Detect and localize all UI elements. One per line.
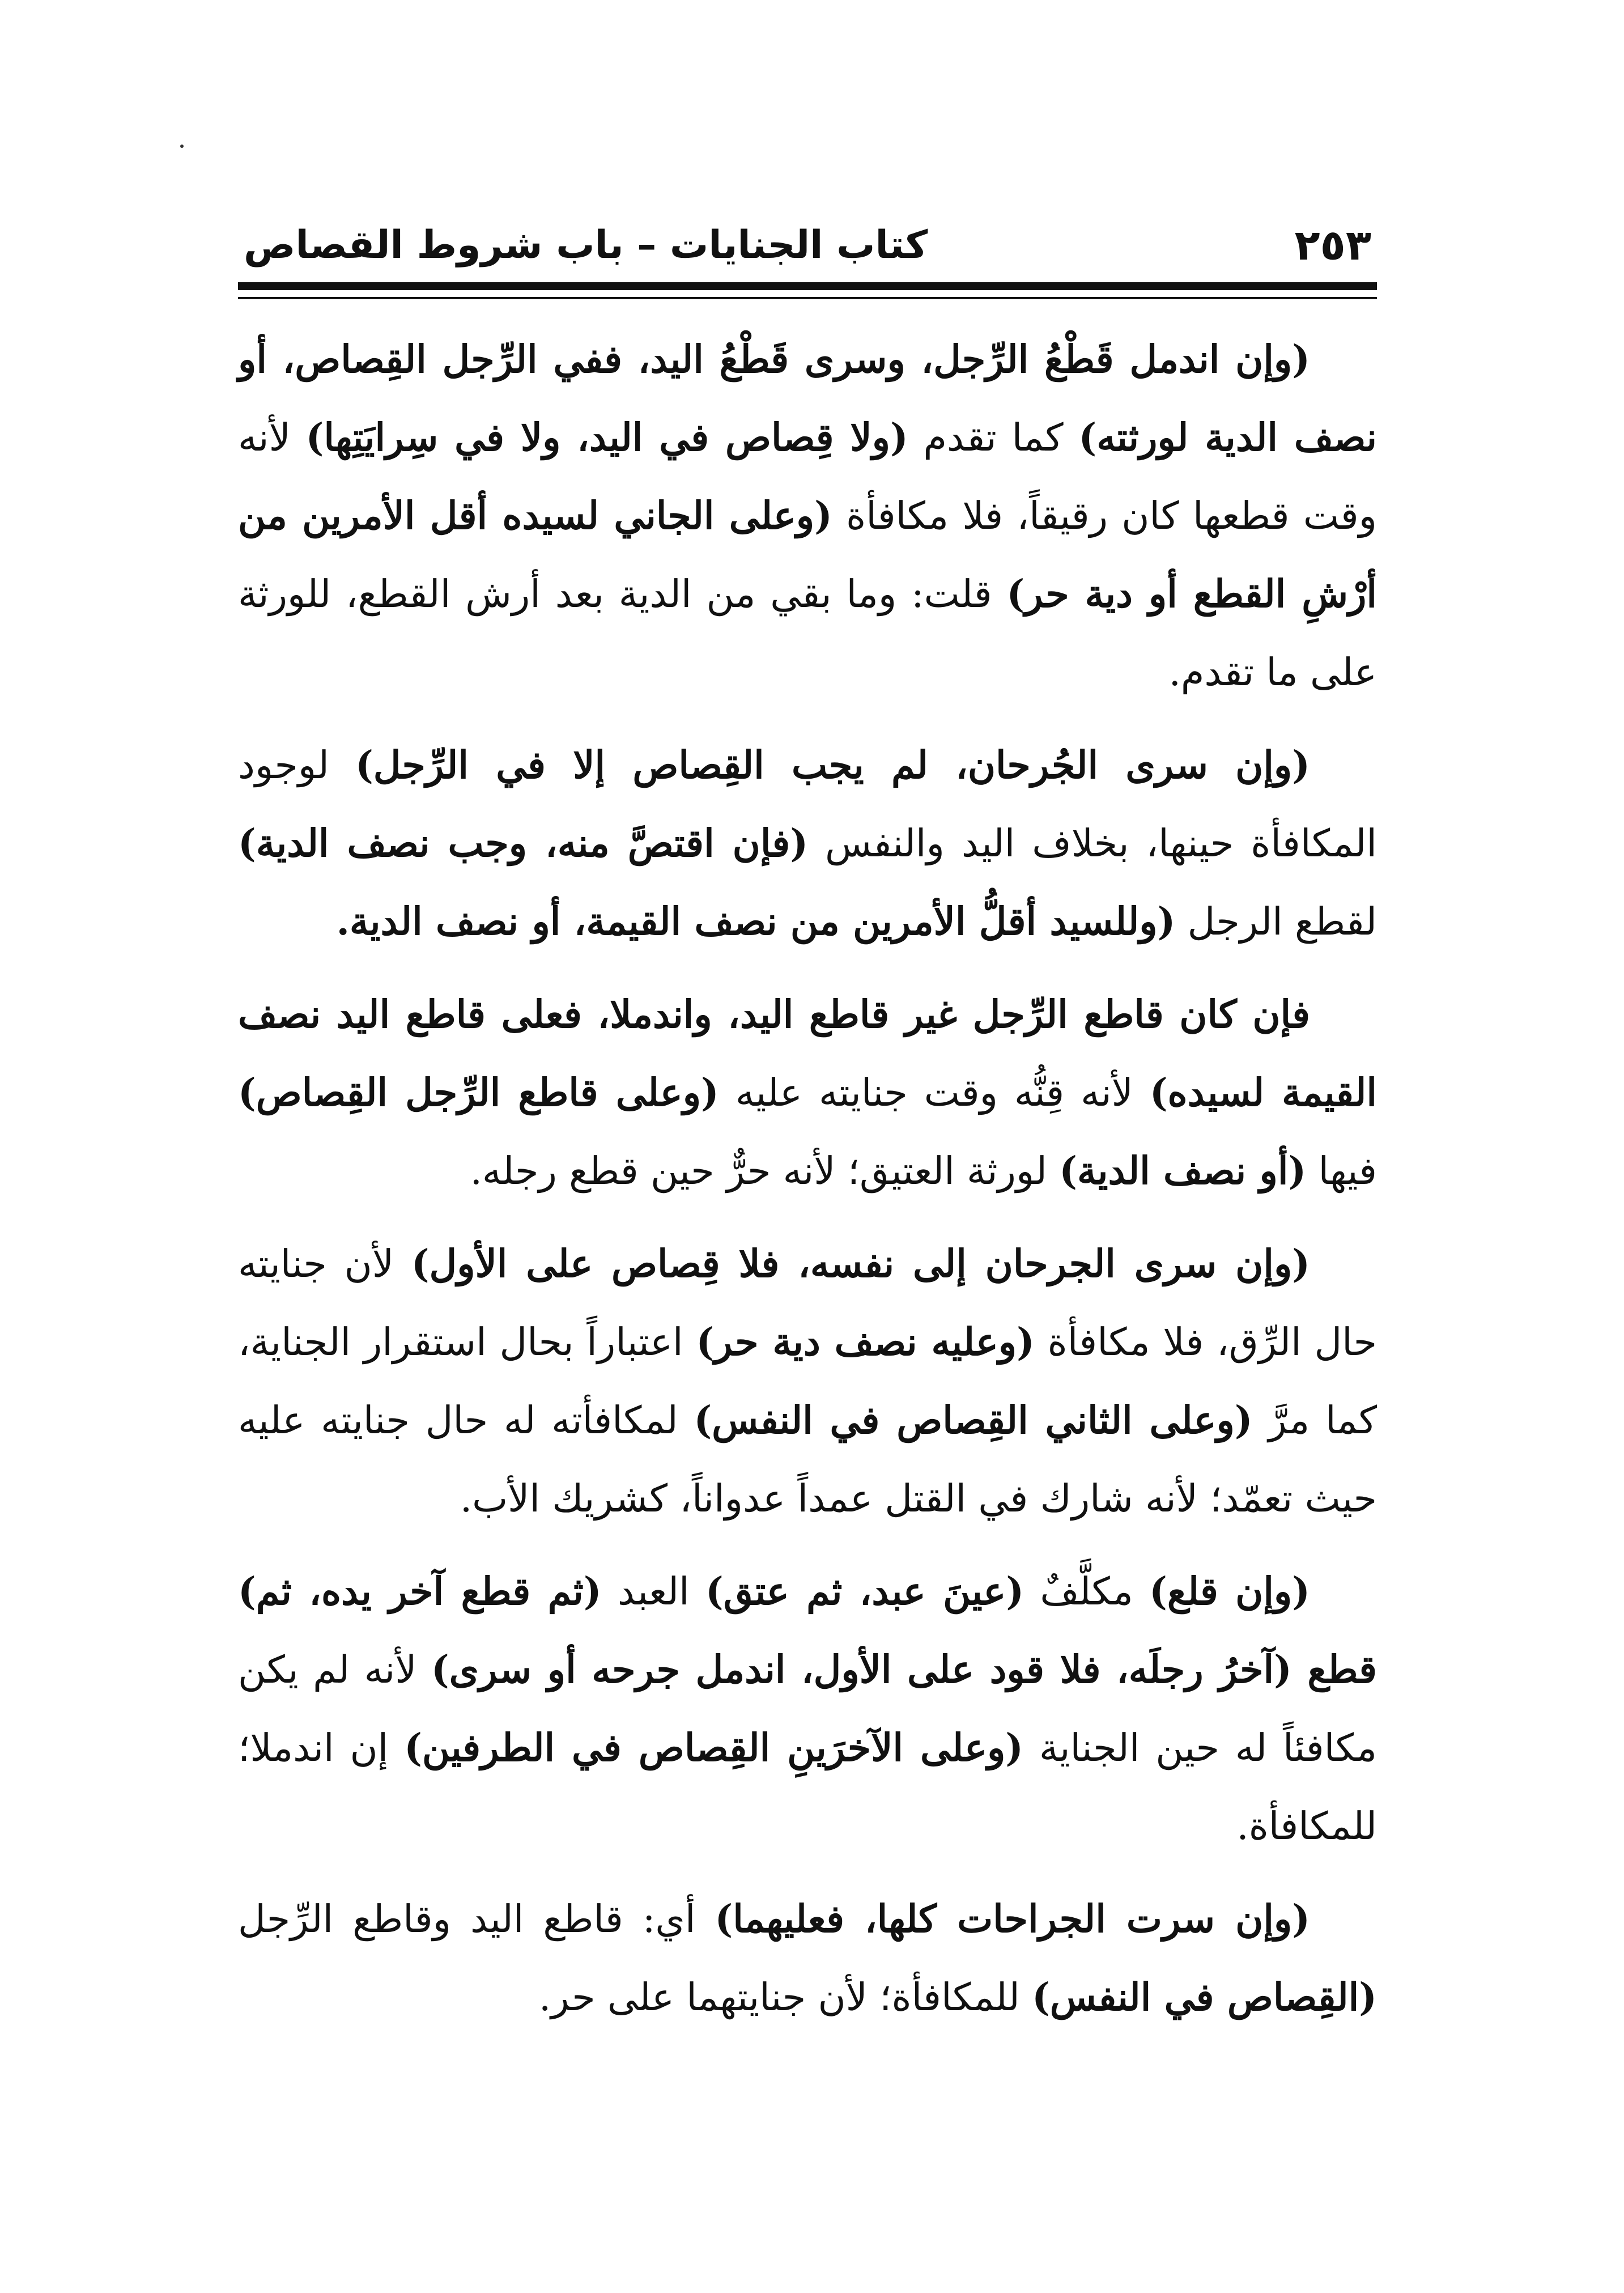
commentary-text: لورثة العتيق؛ لأنه حرٌّ حين قطع رجله.: [470, 1149, 1060, 1193]
matn-text: (فإن اقتصَّ منه، وجب نصف الدية): [238, 821, 809, 865]
commentary-text: إن اندملا؛ للمكافأة.: [238, 1726, 1377, 1848]
matn-text: (وإن سرى الجُرحان، لم يجب القِصاص إلا في الرِّجل): [355, 742, 1310, 787]
header-rule-thick: [238, 282, 1377, 290]
paragraph: [238, 726, 1377, 961]
commentary-text: فيها: [1306, 1149, 1377, 1193]
commentary-text: لمكافأته له حال جنايته عليه حيث تعمّد؛ لأنه شارك في القتل عمداً عدواناً، كشريك الأب.: [238, 1398, 1377, 1521]
running-title: كتاب الجنايات – باب شروط القصاص: [244, 223, 928, 267]
commentary-text: مكلَّفٌ: [1024, 1569, 1150, 1613]
paragraph: [238, 1225, 1377, 1538]
paragraph: [238, 1880, 1377, 2036]
commentary-text: لأنه قِنُّه وقت جنايته عليه: [719, 1071, 1150, 1115]
paragraph: [238, 320, 1377, 711]
commentary-text: كما تقدم: [908, 415, 1079, 460]
commentary-text: لأن جنايته حال الرِّق، فلا مكافأة: [238, 1242, 1377, 1364]
matn-text: (وإن سرت الجراحات كلها، فعليهما): [715, 1896, 1310, 1941]
paragraph: [238, 975, 1377, 1210]
matn-text: (وعلى الجاني لسيده أقل الأمرين من أرْشِ القطع أو دية حر): [238, 493, 1378, 616]
body-text: [238, 320, 1377, 2051]
matn-text: (ثم قطع آخر يده، ثم) قطع (آخرُ رجلَه، فلا قود على الأول، اندمل جرحه أو سرى): [238, 1569, 1378, 1692]
page-header: [238, 210, 1377, 272]
matn-text: (وللسيد أقلُّ الأمرين من نصف القيمة، أو نصف الدية.: [336, 899, 1176, 944]
commentary-text: لقطع الرجل: [1175, 899, 1377, 944]
commentary-text: اعتباراً بحال استقرار الجناية، كما مرَّ: [238, 1320, 1378, 1442]
matn-text: (وعليه نصف دية حر): [696, 1319, 1035, 1364]
matn-text: (وإن قلع): [1149, 1569, 1310, 1613]
matn-text: فإن كان قاطع الرِّجل غير قاطع اليد، واندملا، فعلى قاطع اليد نصف القيمة لسيده): [238, 992, 1377, 1115]
commentary-text: لوجود المكافأة حينها، بخلاف اليد والنفس: [238, 743, 1377, 865]
paragraph: [238, 1552, 1377, 1865]
matn-text: (أو نصف الدية): [1059, 1148, 1307, 1193]
matn-text: (عينَ عبد، ثم عتق): [705, 1569, 1024, 1613]
commentary-text: قلت: وما بقي من الدية بعد أرش القطع، للورثة على ما تقدم.: [238, 572, 1377, 694]
commentary-text: لأنه لم يكن مكافئاً له حين الجناية: [238, 1647, 1377, 1770]
matn-text: (ولا قِصاص في اليد، ولا في سِرايَتِها): [305, 415, 908, 460]
matn-text: (وإن سرى الجرحان إلى نفسه، فلا قِصاص على الأول): [411, 1241, 1310, 1286]
commentary-text: للمكافأة؛ لأن جنايتهما على حر.: [538, 1975, 1032, 2019]
matn-text: (وعلى قاطع الرِّجل القِصاص): [238, 1070, 719, 1115]
commentary-text: العبد: [601, 1569, 706, 1613]
matn-text: (وعلى الثاني القِصاص في النفس): [694, 1398, 1253, 1442]
commentary-text: لأنه وقت قطعها كان رقيقاً، فلا مكافأة: [238, 415, 1377, 538]
matn-text: (وعلى الآخرَينِ القِصاص في الطرفين): [404, 1725, 1024, 1770]
header-rule-thin: [238, 297, 1377, 299]
scan-speck: [180, 145, 184, 148]
matn-text: (القِصاص في النفس): [1032, 1974, 1377, 2019]
commentary-text: أي: قاطع اليد وقاطع الرِّجل: [238, 1897, 715, 1941]
page-number: ٢٥٣: [1294, 221, 1371, 270]
matn-text: (وإن اندمل قَطْعُ الرِّجل، وسرى قَطْعُ اليد، ففي الرِّجل القِصاص، أو نصف الدية لورثته): [238, 337, 1378, 460]
